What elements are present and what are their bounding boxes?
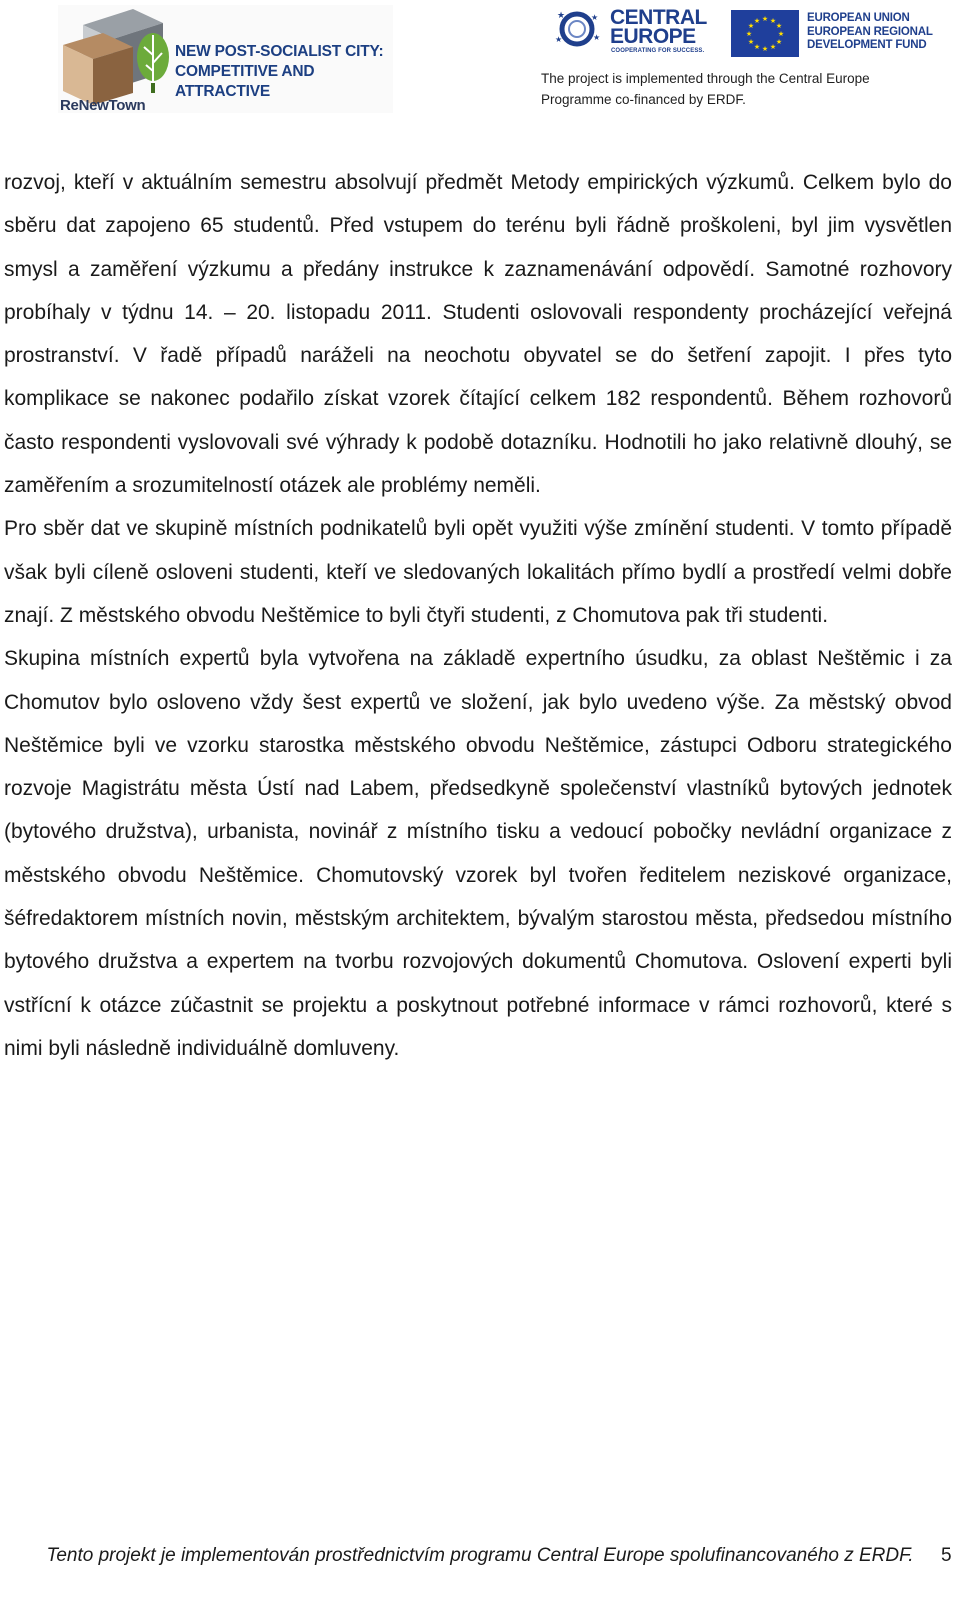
svg-text:★: ★ — [769, 17, 777, 25]
renewtown-tagline — [175, 42, 393, 102]
central-europe-line1: CENTRAL — [610, 6, 707, 29]
svg-text:★: ★ — [593, 33, 601, 42]
renewtown-tagline-line1: NEW POST-SOCIALIST CITY: — [175, 43, 384, 60]
eu-flag-icon — [731, 10, 799, 57]
page-header — [0, 0, 960, 125]
eu-line3: DEVELOPMENT FUND — [807, 39, 927, 51]
central-europe-subtitle: COOPERATING FOR SUCCESS. — [611, 48, 705, 54]
svg-text:★: ★ — [761, 15, 769, 23]
central-europe-logo — [553, 8, 713, 58]
svg-text:★: ★ — [775, 38, 783, 46]
svg-text:★: ★ — [591, 13, 599, 22]
svg-text:★: ★ — [747, 22, 755, 30]
svg-text:★: ★ — [557, 10, 566, 20]
svg-text:★: ★ — [555, 35, 563, 44]
svg-text:★: ★ — [745, 30, 753, 38]
central-europe-line2: EUROPE — [610, 25, 696, 48]
svg-text:★: ★ — [753, 43, 761, 51]
svg-text:★: ★ — [761, 45, 769, 53]
renewtown-tagline-line2: COMPETITIVE AND ATTRACTIVE — [175, 63, 315, 100]
svg-text:★: ★ — [753, 17, 761, 25]
eu-line1: EUROPEAN UNION — [807, 12, 910, 24]
svg-text:★: ★ — [777, 30, 785, 38]
eu-line2: EUROPEAN REGIONAL — [807, 25, 933, 38]
eu-fund-label — [807, 12, 933, 53]
paragraph-2: Pro sběr dat ve skupině místních podnikatelů byli opět využiti výše zmínění studenti. V tomto případě však byli cíleně osloveni studenti, kteří ve sledovaných lokalitách přímo bydlí a prostředí velmi dobře znají. Z městského obvodu Neštěmice to byli čtyři studenti, z Chomutova pak tři studenti. — [4, 517, 952, 627]
central-europe-stars-icon — [553, 8, 605, 50]
page-footer — [0, 1543, 960, 1603]
page-number: 5 — [941, 1545, 952, 1566]
central-europe-title — [610, 8, 707, 46]
paragraph-1: rozvoj, kteří v aktuálním semestru absolvují předmět Metody empirických výzkumů. Celkem bylo do sběru dat zapojeno 65 studentů. Před vstupem do terénu byli řádně proškoleni, byl jim vysvětlen smysl a zaměření výzkumu a předány instrukce k zaznamenávání odpovědí. Samotné rozhovory probíhaly v týdnu 14. – 20. listopadu 2011. Studenti oslovovali respondenty procházející veřejná prostranství. V řadě případů naráželi na neochotu obyvatel se do šetření zapojit. I přes tyto komplikace se nakonec podařilo získat vzorek čítající celkem 182 respondentů. Během rozhovorů často respondenti vyslovovali své výhrady k podobě dotazníku. Hodnotili ho jako relativně dlouhý, se zaměřením a srozumitelností otázek ale problémy neměli. — [4, 171, 952, 498]
renewtown-name: ReNewTown — [60, 97, 146, 114]
svg-text:★: ★ — [775, 22, 783, 30]
renewtown-logo — [58, 5, 393, 113]
footer-text: Tento projekt je implementován prostřednictvím programu Central Europe spolufinancovaného z ERDF. — [46, 1545, 914, 1566]
document-body — [4, 161, 952, 1070]
svg-text:★: ★ — [769, 43, 777, 51]
project-note-line1: The project is implemented through the Central Europe — [541, 71, 870, 86]
paragraph-3: Skupina místních expertů byla vytvořena na základě expertního úsudku, za oblast Neštěmic i za Chomutov bylo osloveno vždy šest expertů ve složení, jak bylo uvedeno výše. Za městský obvod Neštěmice byli ve vzorku starostka městského obvodu Neštěmice, zástupci Odboru strategického rozvoje Magistrátu města Ústí nad Labem, předsedkyně společenství vlastníků bytových jednotek (bytového družstva), urbanista, novinář z místního tisku a vedoucí pobočky nevládní organizace z městského obvodu Neštěmice. Chomutovský vzorek byl tvořen ředitelem neziskové organizace, šéfredaktorem místních novin, městským architektem, bývalým starostou města, předsedou místního bytového družstva a expertem na tvorbu rozvojových dokumentů Chomutova. Oslovení experti byli vstřícní k otázce zúčastnit se projektu a poskytnout potřebné informace v rámci rozhovorů, které s nimi byli následně individuálně domluveny. — [4, 647, 952, 1060]
svg-text:★: ★ — [747, 38, 755, 46]
project-note — [541, 68, 870, 110]
project-note-line2: Programme co-financed by ERDF. — [541, 92, 746, 107]
